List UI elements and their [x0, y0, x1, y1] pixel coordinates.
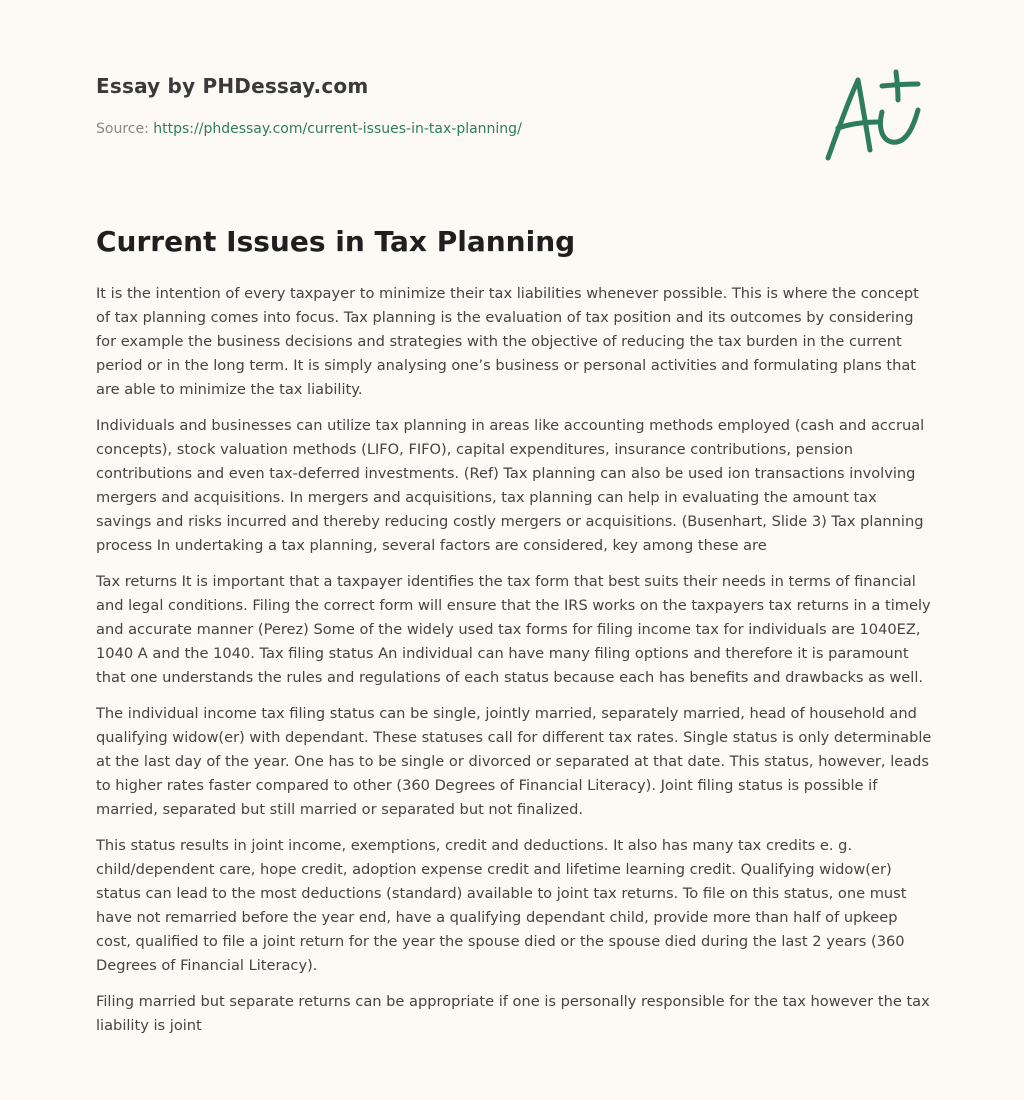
essay-paragraph: Filing married but separate returns can be appropriate if one is personally responsible for the tax however the tax liability is joint [96, 993, 930, 1035]
source-line [96, 121, 736, 137]
essay-title: Current Issues in Tax Planning [96, 225, 576, 258]
a-plus-logo-icon [818, 66, 928, 166]
essay-paragraph: It is the intention of every taxpayer to minimize their tax liabilities whenever possible. This is where the concept of tax planning comes into focus. Tax planning is the evaluation of tax position and its outcomes by considering for example the business decisions and strategies with the objective of reducing the tax burden in the current period or in the long term. It is simply analysing one’s business or personal activities and formulating plans that are able to minimize the tax liability. [96, 285, 919, 399]
essay-body [96, 224, 932, 1050]
essay-paragraph: Individuals and businesses can utilize tax planning in areas like accounting methods employed (cash and accrual concepts), stock valuation methods (LIFO, FIFO), capital expenditures, insurance contributions, pension contributions and even tax-deferred investments. (Ref) Tax planning can also be used ion transactions involving mergers and acquisitions. In mergers and acquisitions, tax planning can help in evaluating the amount tax savings and risks incurred and thereby reducing costly mergers or acquisitions. (Busenhart, Slide 3) Tax planning process In undertaking a tax planning, several factors are considered, key among these are [96, 417, 925, 555]
essay-paragraph: The individual income tax filing status can be single, jointly married, separately married, head of household and qualifying widow(er) with dependant. These statuses call for different tax rates. Single status is only determinable at the last day of the year. One has to be single or divorced or separated at that date. This status, however, leads to higher rates faster compared to other (360 Degrees of Financial Literacy). Joint filing status is possible if married, separated but still married or separated but not finalized. [96, 705, 932, 819]
essay-paragraph: This status results in joint income, exemptions, credit and deductions. It also has many tax credits e. g. child/dependent care, hope credit, adoption expense credit and lifetime learning credit. Qualifying widow(er) status can lead to the most deductions (standard) available to joint tax returns. To file on this status, one must have not remarried before the year end, have a qualifying dependant child, provide more than half of upkeep cost, qualified to file a joint return for the year the spouse died or the spouse died during the last 2 years (360 Degrees of Financial Literacy). [96, 837, 907, 975]
essay-paragraph: Tax returns It is important that a taxpayer identifies the tax form that best suits their needs in terms of financial and legal conditions. Filing the correct form will ensure that the IRS works on the taxpayers tax returns in a timely and accurate manner (Perez) Some of the widely used tax forms for filing income tax for individuals are 1040EZ, 1040 A and the 1040. Tax filing status An individual can have many filing options and therefore it is paramount that one understands the rules and regulations of each status because each has benefits and drawbacks as well. [96, 573, 931, 687]
site-title: Essay by PHDessay.com [96, 74, 369, 98]
source-link[interactable]: https://phdessay.com/current-issues-in-tax-planning/ [153, 121, 522, 137]
page-header [96, 74, 736, 137]
source-label: Source: [96, 121, 149, 137]
